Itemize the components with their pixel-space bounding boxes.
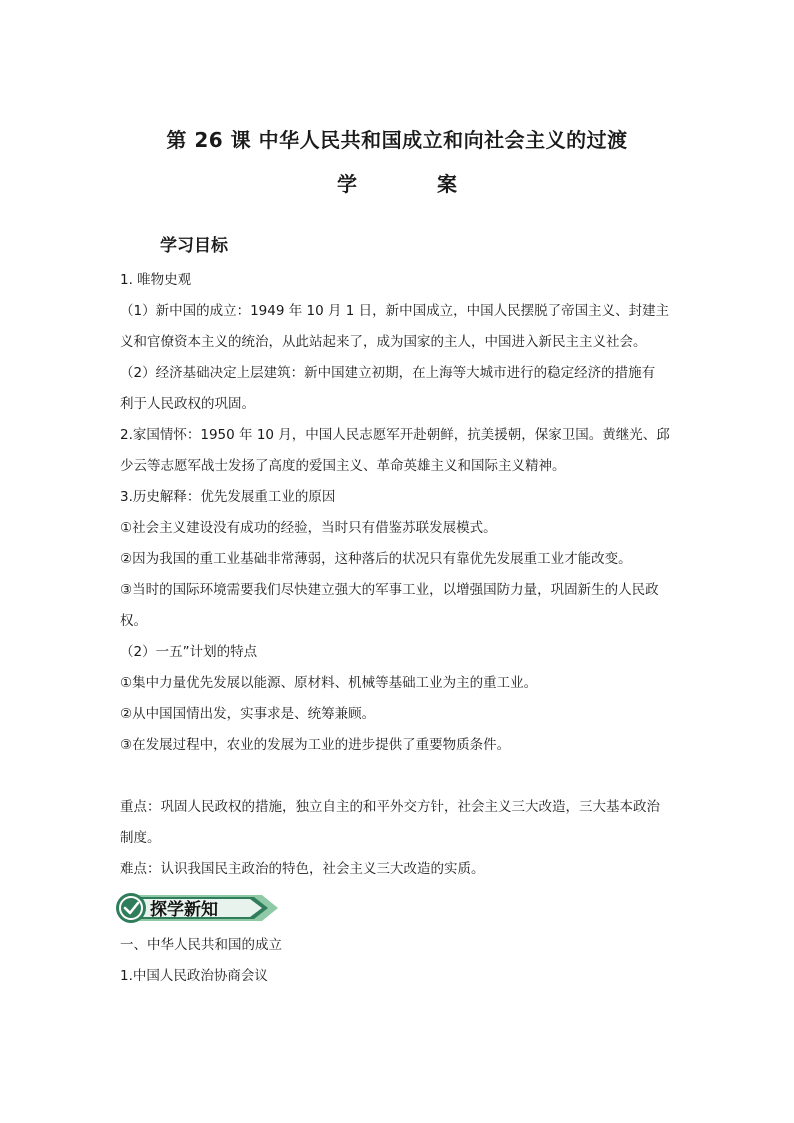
subtitle-char-1: 学	[337, 172, 357, 196]
objective-line: ①集中力量优先发展以能源、原材料、机械等基础工业为主的重工业。	[120, 675, 538, 691]
objective-line: ①社会主义建设没有成功的经验，当时只有借鉴苏联发展模式。	[120, 520, 497, 536]
keypoint-line: 制度。	[120, 830, 161, 846]
lesson-title: 第 26 课 中华人民共和国成立和向社会主义的过渡	[166, 128, 628, 152]
objective-line: （2）一五”计划的特点	[120, 644, 258, 660]
objective-line: 利于人民政权的巩固。	[120, 396, 255, 412]
objectives-heading: 学习目标	[160, 236, 228, 256]
objective-line: 少云等志愿军战士发扬了高度的爱国主义、革命英雄主义和国际主义精神。	[120, 458, 566, 474]
check-circle-icon	[116, 893, 146, 923]
objective-line: ③当时的国际环境需要我们尽快建立强大的军事工业，以增强国防力量，巩固新生的人民政	[120, 582, 659, 598]
objective-line: 2.家国情怀：1950 年 10 月，中国人民志愿军开赴朝鲜，抗美援朝，保家卫国。黄继光、邱	[120, 427, 670, 443]
objective-line: ③在发展过程中，农业的发展为工业的进步提供了重要物质条件。	[120, 737, 511, 753]
objective-line: ②从中国国情出发，实事求是、统筹兼顾。	[120, 706, 376, 722]
objective-line: 义和官僚资本主义的统治，从此站起来了，成为国家的主人，中国进入新民主主义社会。	[120, 334, 647, 350]
objective-line: 1. 唯物史观	[120, 272, 192, 288]
section-heading: 一、中华人民共和国的成立	[120, 937, 282, 953]
banner-label: 探学新知	[150, 900, 218, 920]
objective-line: （2）经济基础决定上层建筑：新中国建立初期，在上海等大城市进行的稳定经济的措施有	[120, 365, 656, 381]
subtitle-char-2: 案	[437, 172, 457, 196]
objective-line: ②因为我国的重工业基础非常薄弱，这种落后的状况只有靠优先发展重工业才能改变。	[120, 551, 632, 567]
objective-line: 权。	[120, 613, 147, 629]
subsection-heading: 1.中国人民政治协商会议	[120, 968, 268, 984]
objective-line: 3.历史解释：优先发展重工业的原因	[120, 489, 336, 505]
difficulty-line: 难点：认识我国民主政治的特色，社会主义三大改造的实质。	[120, 861, 485, 877]
objective-line: （1）新中国的成立：1949 年 10 月 1 日，新中国成立，中国人民摆脱了帝国主义、封建主	[120, 303, 670, 319]
lesson-subtitle	[0, 168, 794, 197]
keypoint-line: 重点：巩固人民政权的措施，独立自主的和平外交方针，社会主义三大改造，三大基本政治	[120, 799, 660, 815]
